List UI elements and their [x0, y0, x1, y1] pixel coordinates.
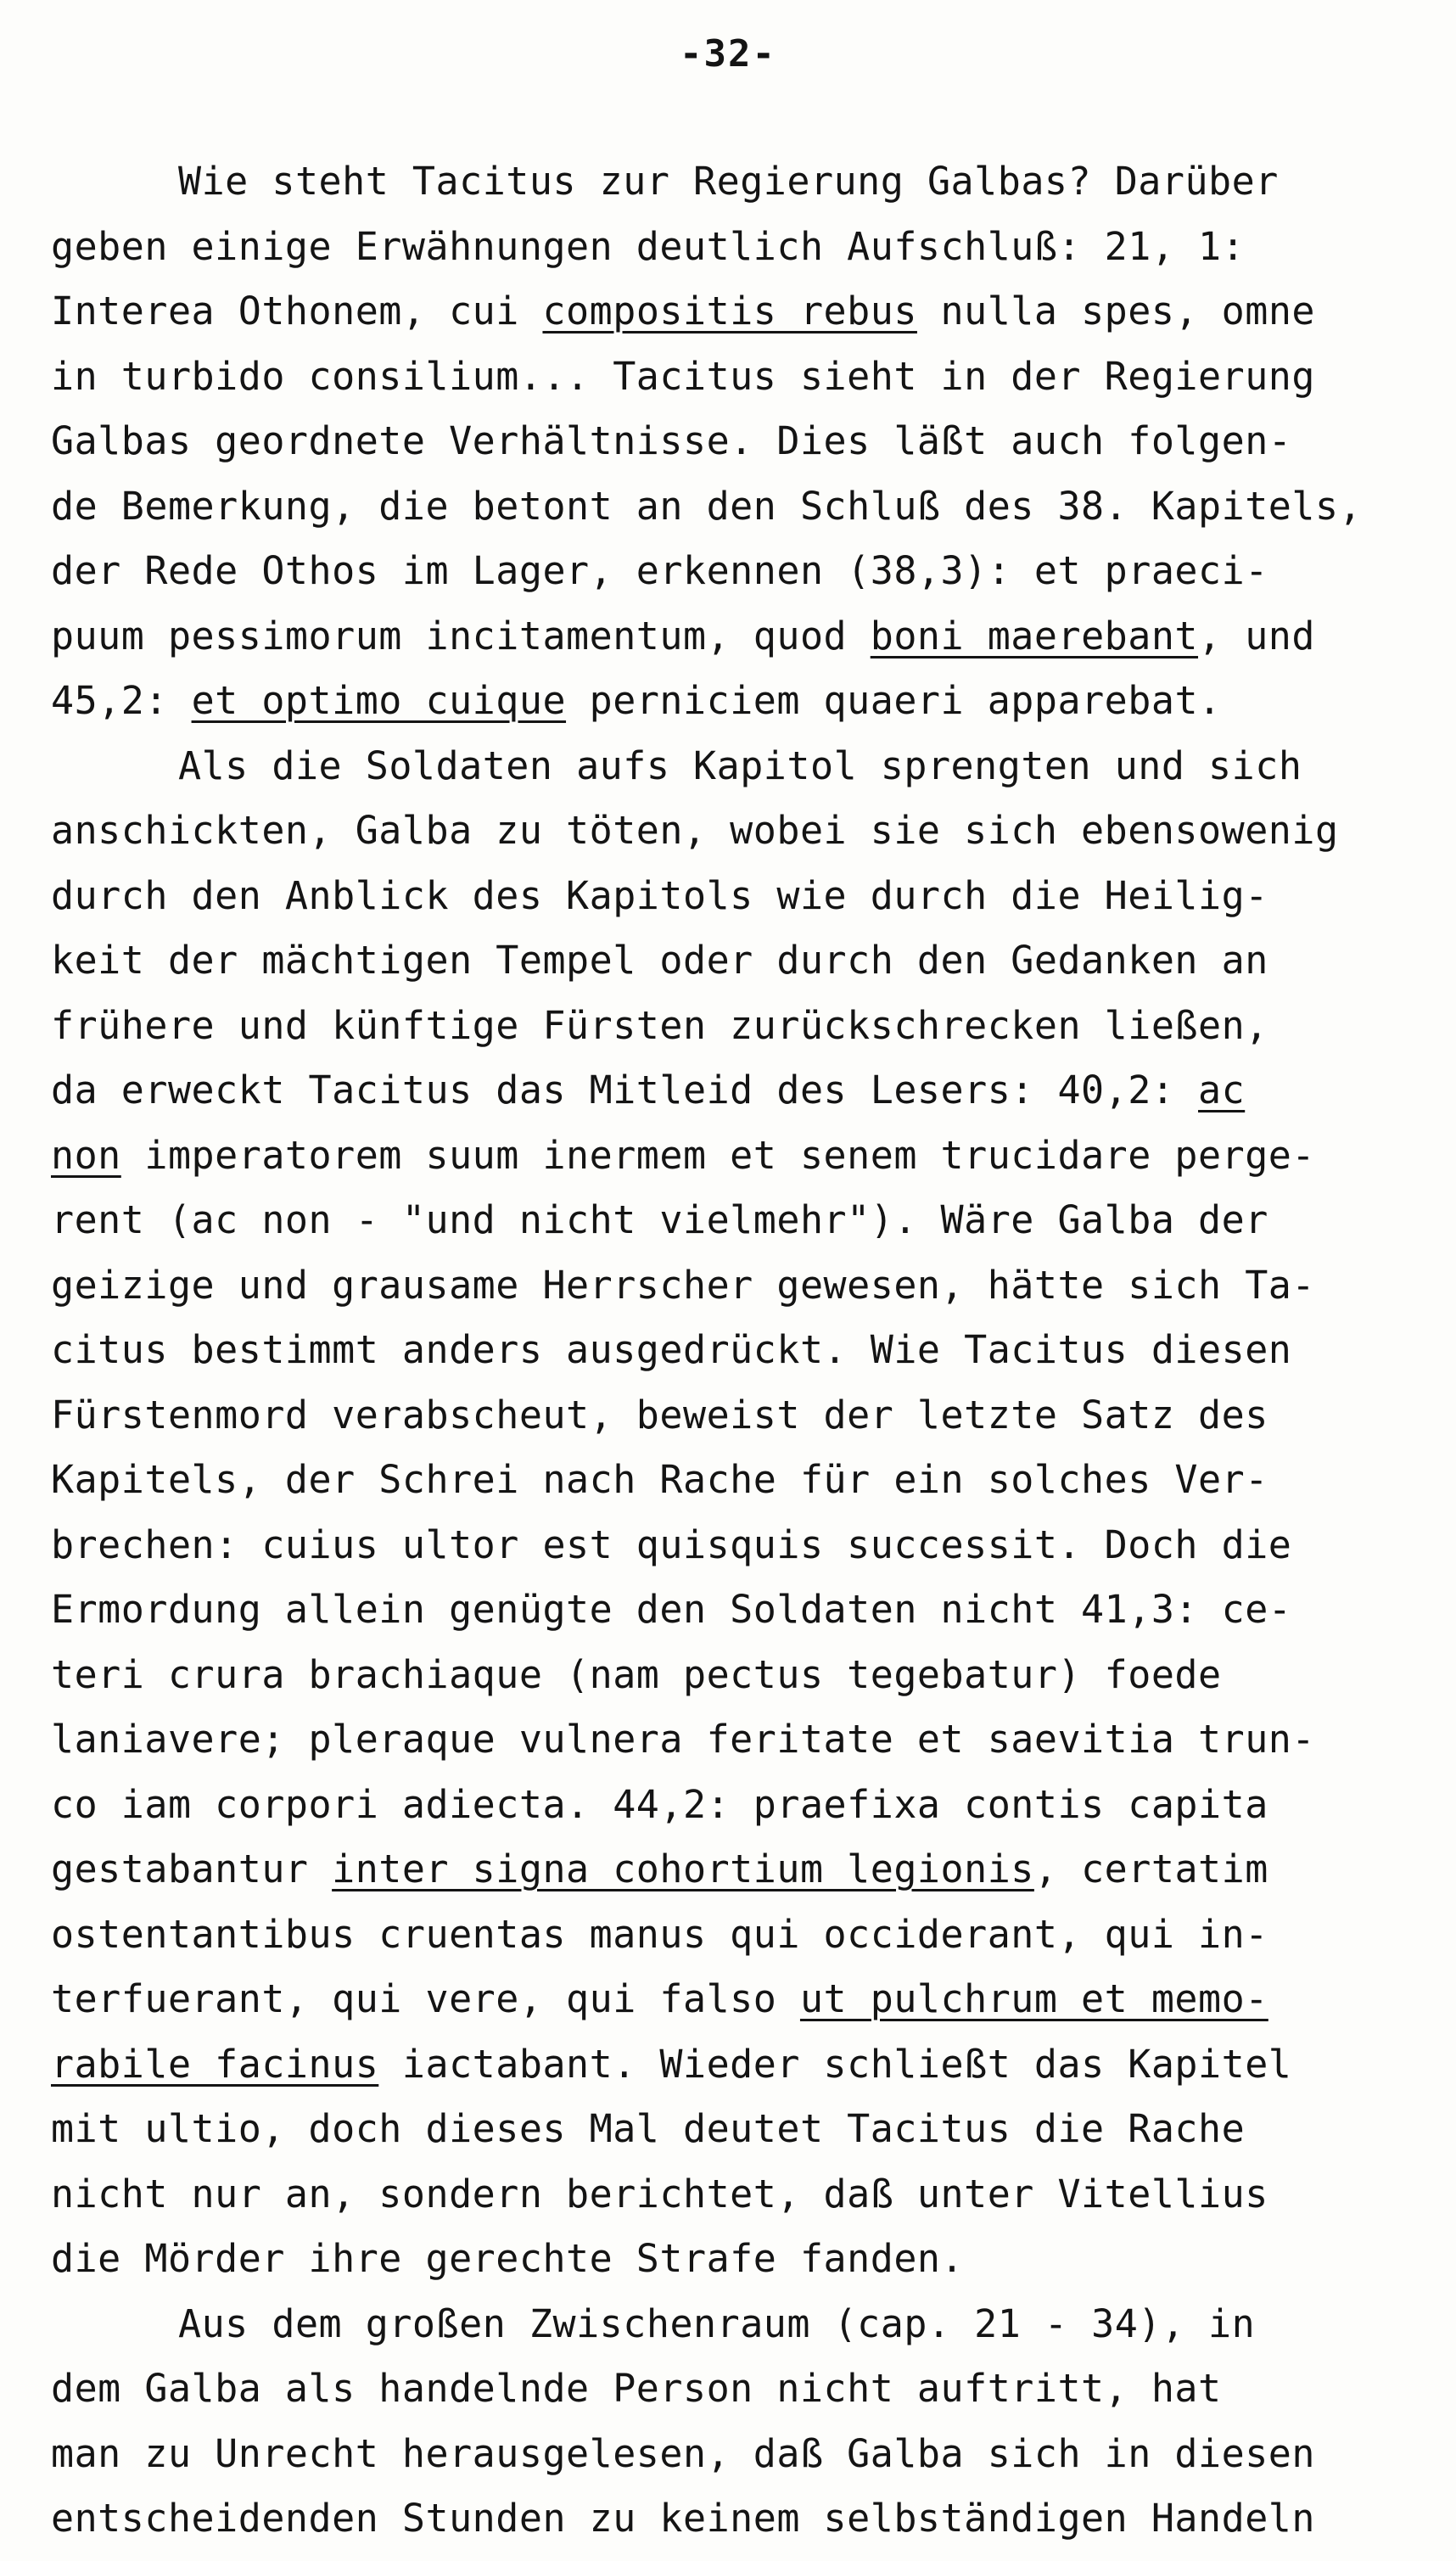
text-line: [51, 2486, 1442, 2552]
text-segment: Fürstenmord verabscheut, beweist der letzte Satz des: [51, 1392, 1268, 1437]
text-segment: Wie steht Tacitus zur Regierung Galbas? Darüber: [178, 159, 1279, 204]
underlined-phrase: non: [51, 1132, 121, 1178]
text-line: [51, 1513, 1442, 1578]
text-line: [51, 279, 1442, 345]
text-segment: in turbido consilium... Tacitus sieht in der Regierung: [51, 353, 1315, 399]
underlined-phrase: boni maerebant: [870, 613, 1199, 658]
text-line: [51, 409, 1442, 474]
text-line: [51, 2356, 1442, 2422]
text-line: [51, 2162, 1442, 2228]
text-segment: entscheidenden Stunden zu keinem selbständigen Handeln: [51, 2496, 1315, 2541]
text-line: [51, 474, 1442, 540]
text-line: [51, 1643, 1442, 1708]
text-line: [51, 994, 1442, 1059]
text-segment: imperatorem suum inermem et senem trucidare perge-: [120, 1132, 1315, 1178]
text-line: [51, 734, 1442, 799]
underlined-phrase: compositis rebus: [542, 289, 917, 333]
text-segment: Kapitels, der Schrei nach Rache für ein solches Ver-: [51, 1457, 1268, 1502]
text-segment: Ermordung allein genügte den Soldaten nicht 41,3: ce-: [51, 1587, 1292, 1632]
underlined-phrase: et optimo cuique: [191, 678, 567, 723]
text-segment: co iam corpori adiecta. 44,2: praefixa contis capita: [51, 1781, 1268, 1827]
text-segment: Galbas geordnete Verhältnisse. Dies läßt auch folgen-: [51, 418, 1292, 463]
text-line: [51, 1124, 1442, 1189]
text-segment: keit der mächtigen Tempel oder durch den Gedanken an: [51, 938, 1268, 983]
text-line: [51, 669, 1442, 734]
text-line: [51, 215, 1442, 280]
body-text: [51, 149, 1442, 2552]
text-segment: durch den Anblick des Kapitols wie durch die Heilig-: [51, 872, 1268, 918]
text-segment: ostentantibus cruentas manus qui occiderant, qui in-: [51, 1911, 1268, 1957]
text-segment: geben einige Erwähnungen deutlich Aufschluß: 21, 1:: [51, 223, 1246, 269]
text-line: [51, 2032, 1442, 2098]
text-segment: man zu Unrecht herausgelesen, daß Galba sich in diesen: [51, 2430, 1315, 2476]
text-segment: da erweckt Tacitus das Mitleid des Lesers: 40,2:: [51, 1068, 1199, 1112]
text-line: [51, 1837, 1442, 1903]
text-line: [51, 1318, 1442, 1383]
page-number: -32-: [680, 32, 776, 76]
text-line: [51, 1903, 1442, 1968]
text-line: [51, 2422, 1442, 2487]
text-segment: nulla spes, omne: [916, 289, 1316, 333]
text-line: [51, 1773, 1442, 1838]
text-segment: die Mörder ihre gerechte Strafe fanden.: [51, 2236, 965, 2281]
text-segment: Aus dem großen Zwischenraum (cap. 21 - 34), in: [178, 2300, 1256, 2346]
text-line: [51, 604, 1442, 670]
underlined-phrase: ut pulchrum et memo-: [799, 1976, 1268, 2021]
text-segment: nicht nur an, sondern berichtet, daß unter Vitellius: [51, 2171, 1268, 2216]
text-line: [51, 1967, 1442, 2032]
underlined-phrase: ac: [1198, 1068, 1246, 1112]
text-segment: teri crura brachiaque (nam pectus tegebatur) foede: [51, 1651, 1222, 1697]
text-line: [51, 539, 1442, 604]
underlined-phrase: inter signa cohortium legionis: [332, 1846, 1034, 1891]
text-line: [51, 1707, 1442, 1773]
text-line: [51, 149, 1442, 215]
text-segment: Als die Soldaten aufs Kapitol sprengten und sich: [178, 743, 1302, 788]
text-line: [51, 1253, 1442, 1319]
text-segment: de Bemerkung, die betont an den Schluß des 38. Kapitels,: [51, 483, 1363, 529]
text-segment: der Rede Othos im Lager, erkennen (38,3): et praeci-: [51, 548, 1268, 593]
underlined-phrase: rabile facinus: [51, 2041, 379, 2087]
text-line: [51, 864, 1442, 929]
text-segment: terfuerant, qui vere, qui falso: [51, 1976, 800, 2021]
text-segment: rent (ac non - "und nicht vielmehr"). Wäre Galba der: [51, 1197, 1268, 1242]
text-segment: gestabantur: [51, 1846, 333, 1891]
text-segment: frühere und künftige Fürsten zurückschrecken ließen,: [51, 1002, 1268, 1048]
text-line: [51, 928, 1442, 994]
text-line: [51, 1578, 1442, 1643]
text-line: [51, 2227, 1442, 2292]
text-line: [51, 2292, 1442, 2357]
text-segment: , und: [1198, 613, 1315, 658]
text-segment: iactabant. Wieder schließt das Kapitel: [378, 2041, 1292, 2087]
text-segment: Interea Othonem, cui: [51, 289, 543, 333]
text-line: [51, 1188, 1442, 1253]
text-line: [51, 1383, 1442, 1449]
text-segment: dem Galba als handelnde Person nicht auftritt, hat: [51, 2366, 1222, 2411]
text-line: [51, 799, 1442, 864]
text-segment: anschickten, Galba zu töten, wobei sie sich ebensowenig: [51, 808, 1339, 853]
text-segment: citus bestimmt anders ausgedrückt. Wie Tacitus diesen: [51, 1327, 1292, 1372]
text-segment: 45,2:: [51, 678, 192, 723]
text-segment: perniciem quaeri apparebat.: [566, 678, 1222, 723]
text-segment: , certatim: [1033, 1846, 1268, 1891]
text-line: [51, 1058, 1442, 1124]
text-segment: mit ultio, doch dieses Mal deutet Tacitus die Rache: [51, 2106, 1246, 2151]
text-line: [51, 2097, 1442, 2162]
text-segment: brechen: cuius ultor est quisquis successit. Doch die: [51, 1521, 1292, 1567]
text-line: [51, 1448, 1442, 1513]
text-segment: geizige und grausame Herrscher gewesen, hätte sich Ta-: [51, 1262, 1315, 1308]
text-line: [51, 345, 1442, 410]
text-segment: laniavere; pleraque vulnera feritate et saevitia trun-: [51, 1717, 1315, 1762]
text-segment: puum pessimorum incitamentum, quod: [51, 613, 871, 658]
